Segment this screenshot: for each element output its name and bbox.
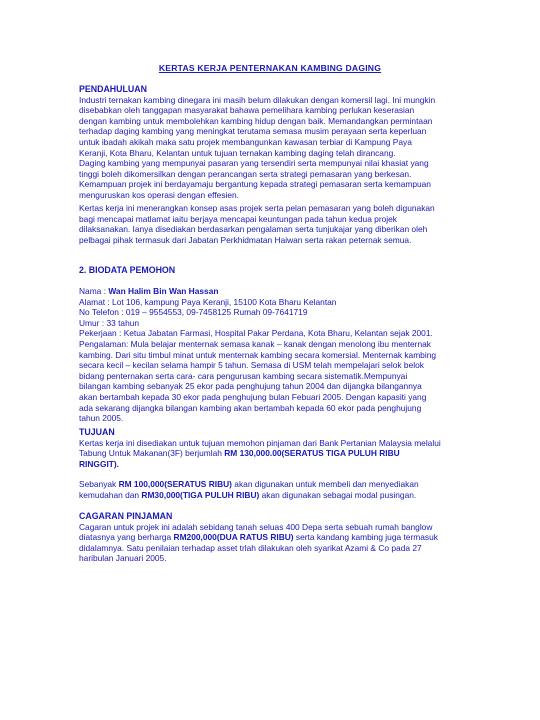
- text-line: kambing. Dari situ timbul minat untuk menternak kambing secara komersial. Menternak kambing: [79, 349, 437, 360]
- text-line: disebabkan oleh tanggapan masyarakat bahawa pemelihara kambing perlukan keserasian: [79, 105, 415, 116]
- nama-value: Wan Halim Bin Wan Hassan: [108, 286, 219, 296]
- text-line: [79, 479, 471, 490]
- text-line: secara kecil – kecilan selama hampir 5 tahun. Semasa di USM telah mempelajari selok belok: [79, 360, 424, 371]
- section-tujuan: [79, 427, 471, 469]
- heading-biodata: 2. BIODATA PEMOHON: [79, 265, 176, 275]
- text-line: pelbagai pihak termasuk dari Jabatan Perkhidmatan Haiwan serta rakan peternak semua.: [79, 234, 412, 245]
- tujuan-paragraph-2: [79, 479, 471, 500]
- amount-collateral: RM200,000(DUA RATUS RIBU): [173, 532, 294, 543]
- text-line: haribulan Januari 2005.: [79, 553, 167, 564]
- text-line: bilangan kambing sebanyak 25 ekor pada penghujung tahun 2004 dan dijangka bilangannya: [79, 381, 422, 392]
- pendahuluan-paragraph-2: [79, 203, 471, 245]
- text-line: untuk ibadah akikah maka satu projek membangunkan kawasan terbiar di Kampung Paya: [79, 136, 412, 147]
- text-span: Sebanyak: [79, 479, 119, 489]
- text-line: [79, 448, 471, 459]
- text-span: akan digunakan untuk membeli dan menyediakan: [231, 479, 419, 489]
- text-span: serta kandang kambing juga termasuk: [293, 532, 438, 543]
- amount-total-cont: RINGGIT).: [79, 458, 120, 469]
- section-biodata: [79, 265, 471, 276]
- text-line: dengan kambing untuk membolehkan kambing hidup dengan baik. Memandangkan permintaan: [79, 115, 433, 126]
- text-span: akan digunakan sebagai modal pusingan.: [259, 489, 417, 500]
- text-line: akan bertambah kepada 30 ekor pada penghujung bulan Febuari 2005. Dengan kapasiti yang: [79, 391, 427, 402]
- text-line: Kertas kerja ini menerangkan konsep asas projek serta pelan pemasaran yang boleh digunakan: [79, 203, 435, 213]
- text-line: [79, 532, 471, 543]
- text-span: diatasnya yang berharga: [79, 532, 174, 543]
- text-line: terhadap daging kambing yang meningkat terutama semasa musim perayaan serta keperluan: [79, 126, 427, 137]
- text-line: Keranji, Kota Bharu, Kelantan untuk tujuan ternakan kambing daging telah dirancang.: [79, 147, 396, 158]
- section-pendahuluan: [79, 84, 471, 201]
- text-line: tinggi boleh dikomersilkan dengan perancangan serta strategi pemasaran yang berkesan.: [79, 168, 412, 179]
- document-title: KERTAS KERJA PENTERNAKAN KAMBING DAGING: [158, 63, 382, 73]
- text-line: didalamnya. Satu penilaian terhadap asset trlah dilakukan oleh syarikat Azami & Co pada 27: [79, 542, 422, 553]
- text-line: [79, 490, 471, 501]
- text-span: Tabung Untuk Makanan(3F) berjumlah: [79, 448, 225, 459]
- text-line: Pengalaman: Mula belajar menternak semasa kanak – kanak dengan menolong ibu menternak: [79, 338, 431, 349]
- telefon-line: No Telefon : 019 – 9554553, 09-7458125 Rumah 09-7641719: [79, 307, 308, 318]
- text-line: Industri ternakan kambing dinegara ini masih belum dilakukan dengan komersil lagi. Ini mungkin: [79, 94, 436, 105]
- biodata-details: [79, 286, 471, 424]
- alamat-line: Alamat : Lot 106, kampung Paya Keranji, 15100 Kota Bharu Kelantan: [79, 296, 337, 307]
- text-line: bidang penternakan serta cara- cara pengurusan kambing secara sistematik.Mempunyai: [79, 370, 408, 381]
- text-line: dilaksanakan. Ianya disediakan berdasarkan pengalaman serta tunjukajar yang diberikan oleh: [79, 224, 428, 235]
- amount-working-capital: RM30,000(TIGA PULUH RIBU): [141, 489, 260, 500]
- text-line: Kemampuan projek ini berdayamaju bergantung kepada strategi pemasaran serta kemampuan: [79, 179, 431, 190]
- text-line: Cagaran untuk projek ini adalah sebidang tanah seluas 400 Depa serta sebuah rumah banglow: [79, 521, 433, 532]
- heading-pendahuluan: PENDAHULUAN: [79, 84, 147, 94]
- text-line: Daging kambing yang mempunyai pasaran yang tersendiri serta mempunyai nilai khasiat yang: [79, 158, 429, 169]
- text-line: bagi mencapai matlamat iaitu berjaya mencapai keuntungan pada tahun kedua projek: [79, 213, 397, 224]
- text-line: menguruskan kos operasi dengan effesien.: [79, 189, 240, 200]
- amount-equipment: RM 100,000(SERATUS RIBU): [118, 479, 232, 489]
- pendahuluan-paragraph-1: [79, 95, 471, 201]
- text-line: Pekerjaan : Ketua Jabatan Farmasi, Hospital Pakar Perdana, Kota Bharu, Kelantan sejak 2001.: [79, 328, 433, 339]
- umur-line: Umur : 33 tahun: [79, 317, 140, 328]
- text-span: kemudahan dan: [79, 489, 142, 500]
- heading-tujuan: TUJUAN: [79, 427, 115, 437]
- text-line: ada sekarang dijangka bilangan kambing akan bertambah kepada 60 ekor pada penghujung: [79, 402, 422, 413]
- section-cagaran: [79, 511, 471, 564]
- heading-cagaran: CAGARAN PINJAMAN: [79, 511, 173, 521]
- text-line: Kertas kerja ini disediakan untuk tujuan memohon pinjaman dari Bank Pertanian Malaysia melalui: [79, 437, 441, 448]
- nama-label: Nama :: [79, 286, 109, 296]
- amount-total: RM 130,000.00(SERATUS TIGA PULUH RIBU: [224, 448, 400, 459]
- nama-line: [79, 286, 471, 297]
- text-line: tahun 2005.: [79, 413, 124, 424]
